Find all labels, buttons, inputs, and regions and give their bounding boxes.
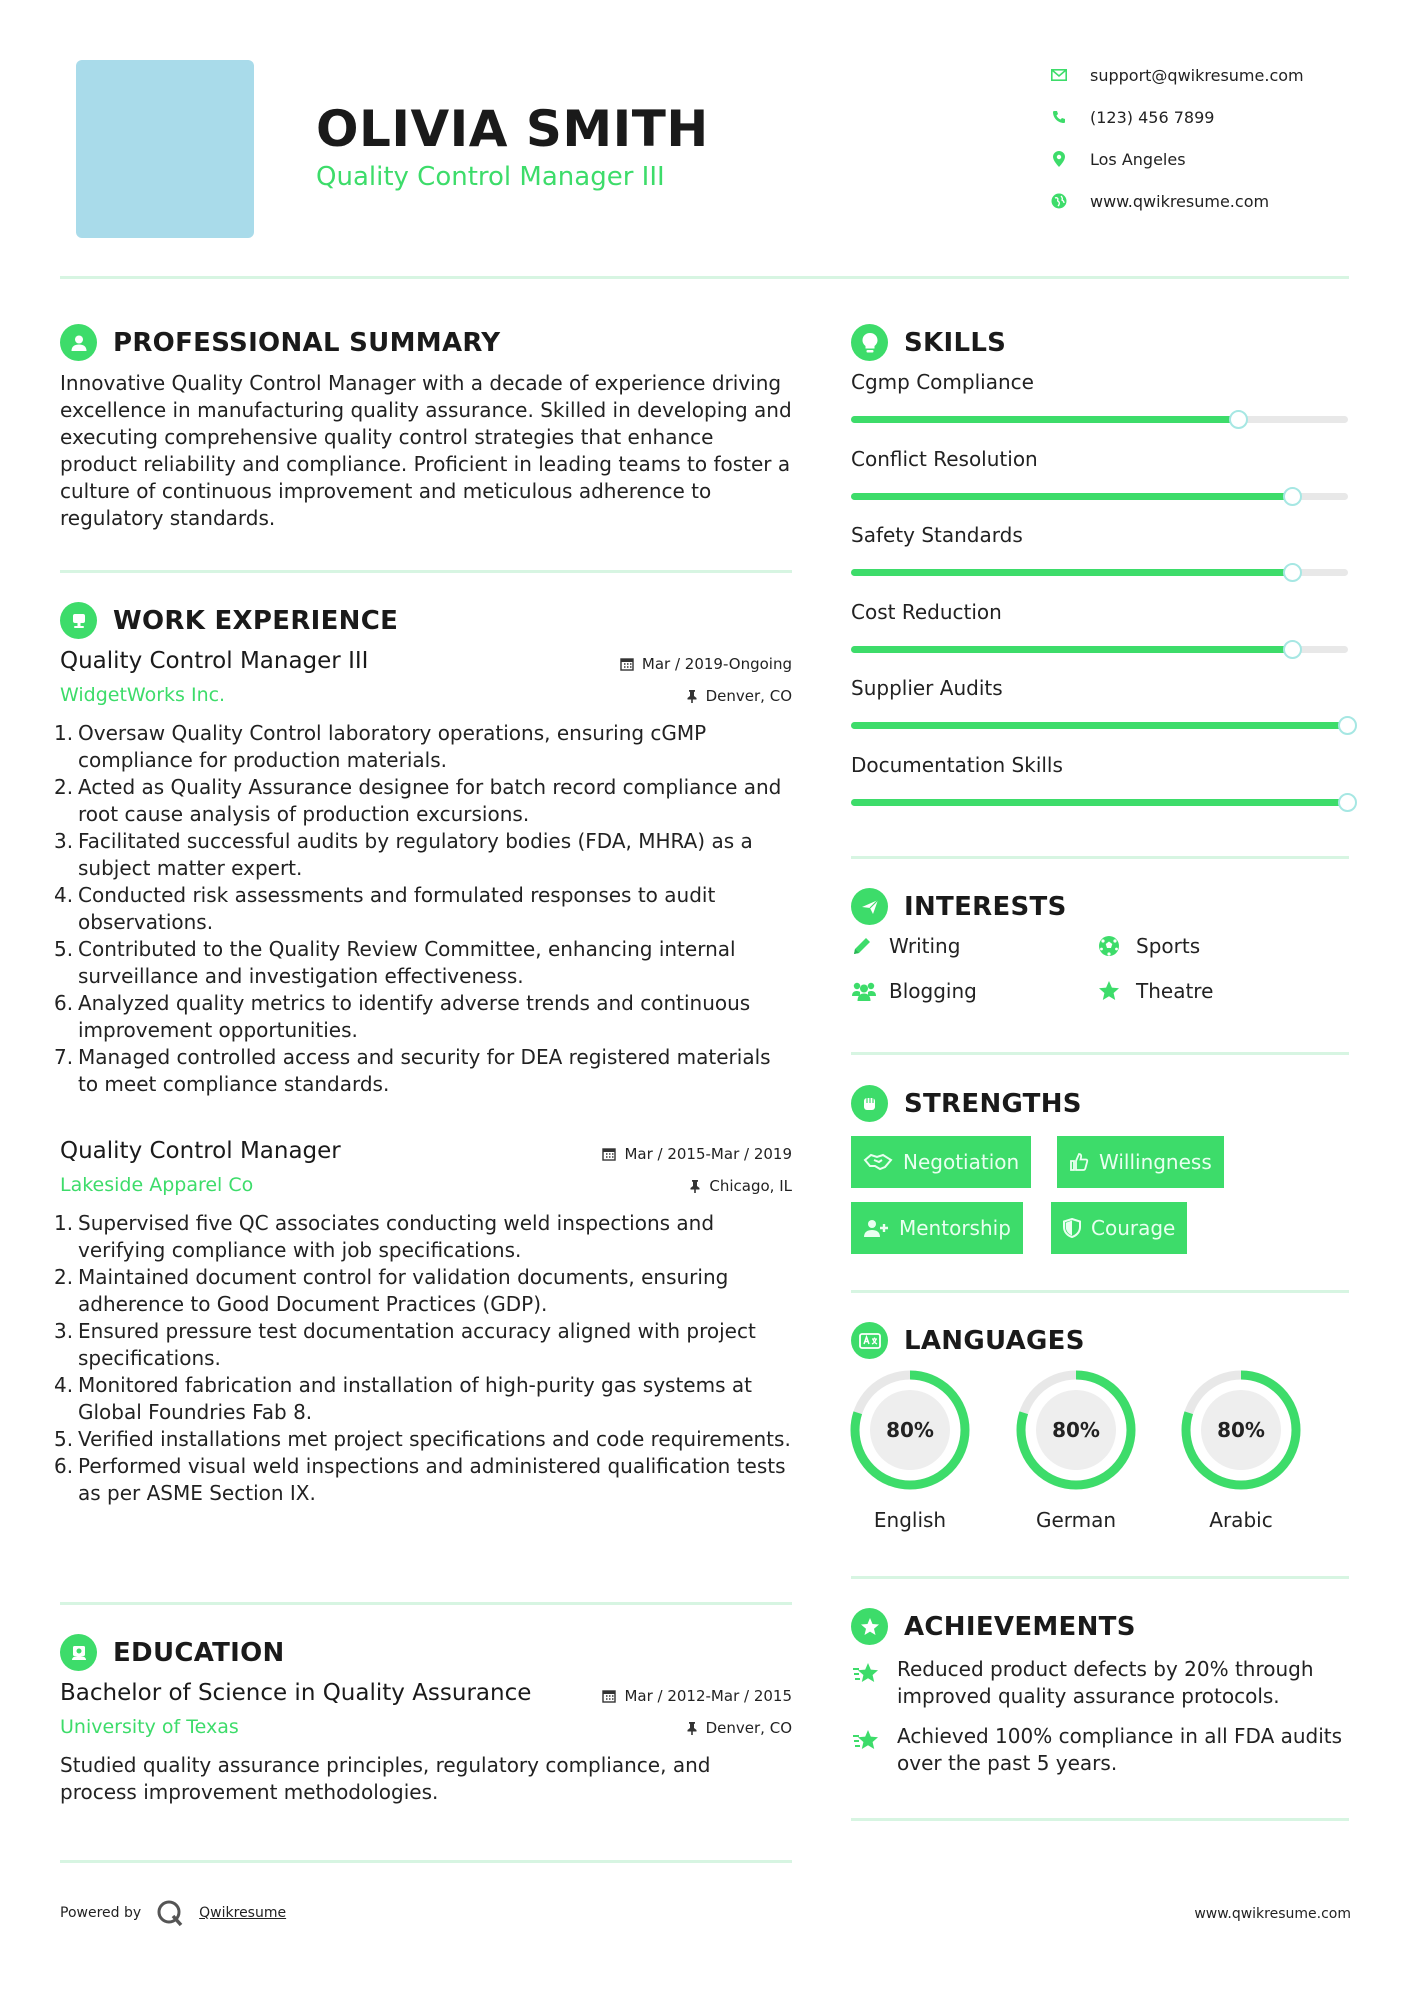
skill-level-fill (851, 646, 1293, 653)
list-item: 1. Supervised five QC associates conducting weld inspections and verifying compliance with job specifications. (54, 1211, 715, 1262)
summary-title: PROFESSIONAL SUMMARY (113, 327, 501, 358)
achievement-item (851, 1723, 1351, 1777)
job-dates-text: Mar / 2019-Ongoing (641, 655, 792, 673)
skill-level-knob (1283, 640, 1302, 659)
skill-name: Supplier Audits (851, 676, 1003, 700)
job-meta (602, 1138, 792, 1202)
contact-block (1050, 54, 1304, 222)
profile-photo (76, 60, 254, 238)
achievements-divider (851, 1818, 1349, 1821)
strength-chip-negotiation (851, 1136, 1031, 1188)
star-icon (851, 1725, 881, 1755)
skill-level-knob (1338, 793, 1357, 812)
strengths-heading (851, 1085, 1082, 1122)
powered-by-label: Powered by (60, 1905, 142, 1921)
skill-level-knob (1283, 487, 1302, 506)
interest-item-sports (1098, 934, 1200, 958)
achievement-text: Reduced product defects by 20% through improved quality assurance protocols. (897, 1657, 1314, 1708)
contact-location-text: Los Angeles (1090, 149, 1186, 169)
calendar-icon (602, 1689, 616, 1703)
list-item: 7. Managed controlled access and security for DEA registered materials to meet compliance standards. (54, 1045, 771, 1096)
interest-label: Writing (889, 934, 961, 958)
skill-level-bar (851, 569, 1348, 576)
language-ring (1179, 1368, 1303, 1492)
strength-chip-mentorship (851, 1202, 1023, 1254)
job-entry (54, 1138, 792, 1507)
interests-divider (851, 1052, 1349, 1055)
list-item: 4. Conducted risk assessments and formulated responses to audit observations. (54, 883, 716, 934)
star-icon (1098, 979, 1126, 1003)
education-heading (60, 1634, 285, 1671)
strengths-title: STRENGTHS (904, 1088, 1082, 1119)
experience-title: WORK EXPERIENCE (113, 605, 399, 636)
strength-label: Negotiation (903, 1150, 1020, 1174)
language-name: Arabic (1209, 1508, 1273, 1532)
calendar-icon (620, 657, 634, 671)
achievements-heading (851, 1608, 1136, 1645)
job-meta (620, 648, 792, 712)
summary-heading (60, 324, 500, 361)
education-dates-text: Mar / 2012-Mar / 2015 (624, 1687, 792, 1705)
job-dates (602, 1138, 792, 1170)
skill-level-bar (851, 722, 1348, 729)
contact-website[interactable] (1050, 180, 1304, 222)
shield-icon (1063, 1218, 1081, 1238)
contact-location (1050, 138, 1304, 180)
achievement-text: Achieved 100% compliance in all FDA audits over the past 5 years. (897, 1724, 1343, 1775)
skills-title: SKILLS (904, 327, 1007, 358)
header-divider (60, 276, 1349, 279)
job-location-text: Chicago, IL (709, 1177, 792, 1195)
skill-item (851, 600, 1351, 653)
skill-level-knob (1338, 716, 1357, 735)
skill-name: Safety Standards (851, 523, 1023, 547)
summary-text: Innovative Quality Control Manager with a decade of experience driving excellence in manufacturing quality assurance. Skilled in developing and executing comprehensive quality control strategies that enhance product reliability and compliance. Proficient in leading teams to foster a culture of continuous improvement and meticulous adherence to regulatory standards. (60, 371, 792, 530)
language-ring (848, 1368, 972, 1492)
job-company: Lakeside Apparel Co (60, 1174, 254, 1196)
experience-heading (60, 602, 398, 639)
language-icon (851, 1322, 888, 1359)
skill-level-fill (851, 493, 1293, 500)
skill-level-bar (851, 493, 1348, 500)
list-item: 1. Oversaw Quality Control laboratory operations, ensuring cGMP compliance for production materials. (54, 721, 707, 772)
envelope-icon (1050, 66, 1068, 84)
interest-item-blogging (851, 979, 977, 1003)
list-item: 3. Facilitated successful audits by regulatory bodies (FDA, MHRA) as a subject matter expert. (54, 829, 753, 880)
pushpin-icon (686, 689, 698, 703)
graduate-icon (60, 1634, 97, 1671)
education-meta (602, 1680, 792, 1744)
education-location-text: Denver, CO (705, 1719, 792, 1737)
language-item (848, 1368, 972, 1532)
paper-plane-icon (851, 888, 888, 925)
lightbulb-icon (851, 324, 888, 361)
achievements-title: ACHIEVEMENTS (904, 1611, 1136, 1642)
strength-chip-courage (1051, 1202, 1187, 1254)
skill-item (851, 676, 1351, 729)
skill-name: Conflict Resolution (851, 446, 1038, 471)
skill-item (851, 523, 1351, 576)
skill-name: Documentation Skills (851, 752, 1063, 777)
contact-phone-text: (123) 456 7899 (1090, 107, 1215, 127)
language-ring (1014, 1368, 1138, 1492)
thumbs-up-icon (1069, 1152, 1089, 1172)
list-item: 2. Maintained document control for validation documents, ensuring adherence to Good Document Practices (GDP). (54, 1265, 729, 1316)
list-item: 3. Ensured pressure test documentation accuracy aligned with project specifications. (54, 1319, 756, 1370)
user-icon (60, 324, 97, 361)
education-description: Studied quality assurance principles, regulatory compliance, and process improvement methodologies. (60, 1753, 711, 1804)
school-name: University of Texas (60, 1716, 239, 1738)
skill-item (851, 370, 1351, 423)
skills-divider (851, 856, 1349, 859)
skill-name: Cost Reduction (851, 599, 1002, 624)
skill-level-fill (851, 569, 1293, 576)
summary-divider (60, 570, 792, 573)
job-location (620, 680, 792, 712)
contact-email-text: support@qwikresume.com (1090, 65, 1304, 85)
skill-level-bar (851, 416, 1348, 423)
education-entry (60, 1680, 792, 1806)
language-item (1179, 1368, 1303, 1532)
list-item: 4. Monitored fabrication and installation of high-purity gas systems at Global Foundries Fab 8. (54, 1373, 752, 1424)
list-item: 5. Contributed to the Quality Review Committee, enhancing internal surveillance and investigation effectiveness. (54, 937, 736, 988)
strength-label: Willingness (1099, 1150, 1212, 1174)
job-dates (620, 648, 792, 680)
skill-level-bar (851, 646, 1348, 653)
skill-level-fill (851, 799, 1348, 806)
job-role: Quality Control Manager (60, 1138, 341, 1164)
job-entry (54, 648, 792, 1098)
interest-label: Sports (1136, 934, 1201, 958)
skill-name: Cgmp Compliance (851, 370, 1034, 394)
language-name: English (873, 1508, 947, 1532)
contact-phone[interactable] (1050, 96, 1304, 138)
strengths-divider (851, 1290, 1349, 1293)
qwikresume-link[interactable]: Qwikresume (199, 1905, 287, 1921)
list-item: 2. Acted as Quality Assurance designee for batch record compliance and root cause analysis of production excursions. (54, 775, 782, 826)
language-name: German (1035, 1508, 1117, 1532)
star-icon (851, 1658, 881, 1688)
language-percent: 80% (1201, 1390, 1281, 1470)
star-badge-icon (851, 1608, 888, 1645)
education-dates (602, 1680, 792, 1712)
skill-level-knob (1229, 410, 1248, 429)
education-location (602, 1712, 792, 1744)
briefcase-icon (60, 602, 97, 639)
user-plus-icon (863, 1218, 889, 1238)
interests-title: INTERESTS (904, 891, 1067, 922)
job-duties (54, 1210, 792, 1507)
footer-website[interactable]: www.qwikresume.com (1194, 1906, 1351, 1922)
footer-branding (60, 1898, 286, 1928)
candidate-name: OLIVIA SMITH (316, 100, 709, 158)
list-item: 6. Analyzed quality metrics to identify adverse trends and continuous improvement opportunities. (54, 991, 751, 1042)
strength-label: Courage (1091, 1216, 1176, 1240)
skills-heading (851, 324, 1006, 361)
candidate-title: Quality Control Manager III (316, 162, 665, 192)
languages-heading (851, 1322, 1085, 1359)
pencil-icon (851, 934, 879, 958)
language-percent: 80% (870, 1390, 950, 1470)
globe-icon (1050, 192, 1068, 210)
education-divider (60, 1860, 792, 1863)
handshake-icon (863, 1152, 893, 1172)
contact-email[interactable] (1050, 54, 1304, 96)
job-location (602, 1170, 792, 1202)
users-icon (851, 979, 879, 1003)
skill-level-fill (851, 722, 1348, 729)
list-item: 6. Performed visual weld inspections and administered qualification tests as per ASME Section IX. (54, 1454, 786, 1505)
phone-icon (1050, 108, 1068, 126)
contact-website-text: www.qwikresume.com (1090, 191, 1270, 211)
job-dates-text: Mar / 2015-Mar / 2019 (624, 1145, 792, 1163)
experience-divider (60, 1602, 792, 1605)
interest-item-theatre (1098, 979, 1213, 1003)
strength-chip-willingness (1057, 1136, 1224, 1188)
calendar-icon (602, 1147, 616, 1161)
job-location-text: Denver, CO (705, 687, 792, 705)
language-percent: 80% (1036, 1390, 1116, 1470)
skill-level-knob (1283, 563, 1302, 582)
achievement-item (851, 1656, 1351, 1710)
map-pin-icon (1050, 150, 1068, 168)
pushpin-icon (689, 1179, 701, 1193)
degree-name: Bachelor of Science in Quality Assurance (60, 1680, 532, 1706)
interest-label: Blogging (889, 979, 977, 1003)
strength-label: Mentorship (899, 1216, 1011, 1240)
skill-item (851, 447, 1351, 500)
qwikresume-logo-icon (155, 1898, 185, 1928)
education-title: EDUCATION (113, 1637, 285, 1668)
skill-level-bar (851, 799, 1348, 806)
skill-item (851, 753, 1351, 806)
list-item: 5. Verified installations met project specifications and code requirements. (54, 1427, 791, 1451)
soccer-ball-icon (1098, 934, 1126, 958)
fist-icon (851, 1085, 888, 1122)
interests-heading (851, 888, 1067, 925)
languages-title: LANGUAGES (904, 1325, 1085, 1356)
pushpin-icon (686, 1721, 698, 1735)
languages-divider (851, 1576, 1349, 1579)
language-item (1014, 1368, 1138, 1532)
skill-level-fill (851, 416, 1239, 423)
interest-item-writing (851, 934, 960, 958)
job-role: Quality Control Manager III (60, 648, 369, 674)
job-company: WidgetWorks Inc. (60, 684, 226, 706)
interest-label: Theatre (1136, 979, 1214, 1003)
job-duties (54, 720, 792, 1098)
